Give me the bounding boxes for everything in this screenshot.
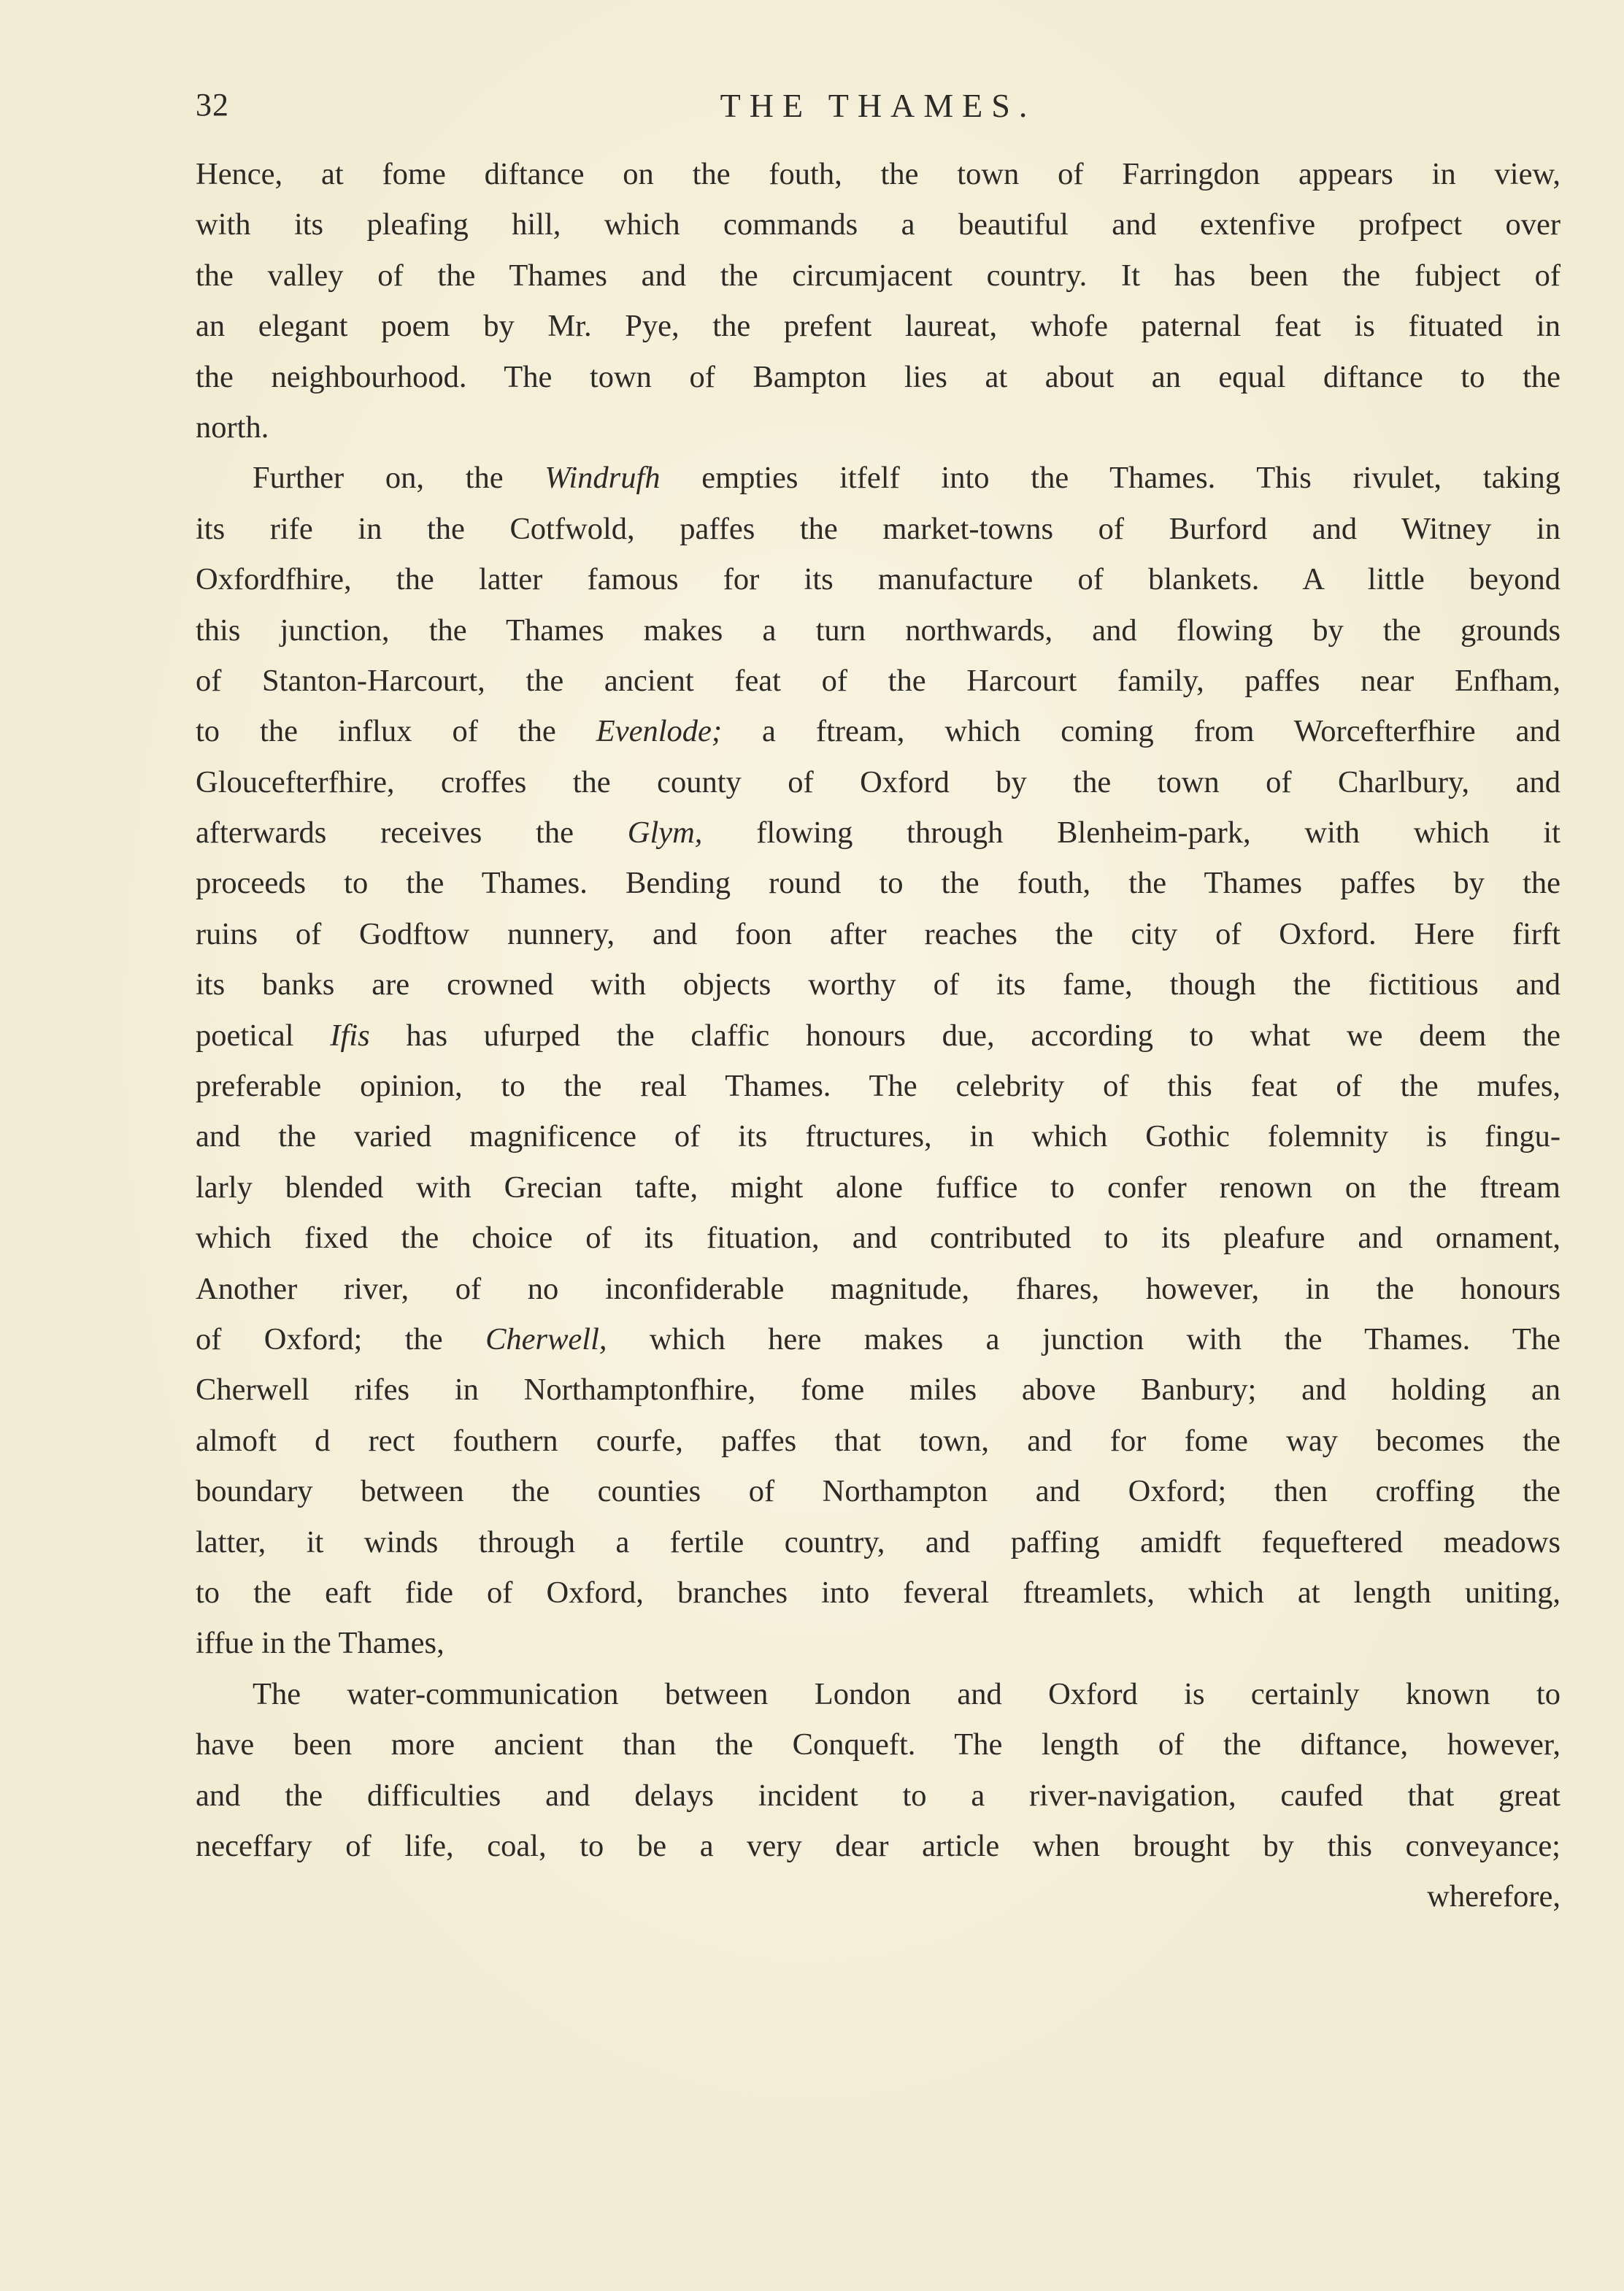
text-line <box>196 1821 1560 1871</box>
text-line <box>196 1517 1560 1567</box>
text-segment: of Stanton-Harcourt, the ancient feat of the Harcourt family, paffes near Enfham, <box>196 663 1560 698</box>
text-segment: larly blended with Grecian tafte, might alone fuffice to confer renown on the ftream <box>196 1170 1560 1205</box>
text-line <box>196 1719 1560 1770</box>
text-segment: its rife in the Cotfwold, paffes the market-towns of Burford and Witney in <box>196 511 1560 546</box>
text-line <box>196 1010 1560 1061</box>
text-line <box>196 1416 1560 1466</box>
text-line <box>196 453 1560 503</box>
text-line <box>196 554 1560 605</box>
text-segment: flowing through Blenheim-park, with which it <box>702 816 1560 851</box>
text-line <box>196 1213 1560 1263</box>
text-line <box>196 858 1560 908</box>
text-segment: Gloucefterfhire, croffes the county of Oxford by the town of Charlbury, and <box>196 764 1560 799</box>
text-segment: Oxfordfhire, the latter famous for its manufacture of blankets. A little beyond <box>196 562 1560 597</box>
text-line <box>196 656 1560 706</box>
italic-river-name: Evenlode; <box>596 714 723 749</box>
text-line <box>196 959 1560 1010</box>
text-segment: which here makes a junction with the Thames. The <box>607 1321 1560 1356</box>
text-segment: and the varied magnificence of its ftructures, in which Gothic folemnity is fingu- <box>196 1119 1560 1154</box>
text-line <box>196 504 1560 554</box>
text-segment: to the eaft fide of Oxford, branches into feveral ftreamlets, which at length uniting, <box>196 1575 1560 1610</box>
text-segment: which fixed the choice of its fituation, and contributed to its pleafure and ornament, <box>196 1221 1560 1256</box>
text-segment: with its pleafing hill, which commands a beautiful and extenfive profpect over <box>196 207 1560 242</box>
text-segment: Another river, of no inconfiderable magnitude, fhares, however, in the honours <box>196 1271 1560 1306</box>
text-segment: Hence, at fome diftance on the fouth, the town of Farringdon appears in view, <box>196 157 1560 191</box>
text-segment: iffue in the Thames, <box>196 1626 445 1661</box>
text-line <box>196 807 1560 858</box>
text-line <box>196 1669 1560 1719</box>
text-line <box>196 1770 1560 1821</box>
text-line <box>196 1314 1560 1365</box>
text-segment: and the difficulties and delays incident to a river-navigation, caufed that great <box>196 1778 1560 1813</box>
text-segment: latter, it winds through a fertile country, and paffing amidft fequeftered meadows <box>196 1524 1560 1559</box>
text-segment: poetical <box>196 1018 331 1053</box>
text-line <box>196 1567 1560 1618</box>
text-line <box>196 1061 1560 1111</box>
text-line <box>196 1466 1560 1516</box>
text-line <box>196 706 1560 756</box>
page-number: 32 <box>196 87 229 123</box>
text-segment: the valley of the Thames and the circumjacent country. It has been the fubject of <box>196 258 1560 293</box>
text-segment: a ftream, which coming from Worcefterfhire and <box>722 714 1560 749</box>
text-segment: preferable opinion, to the real Thames. The celebrity of this feat of the mufes, <box>196 1069 1560 1104</box>
text-line <box>196 1162 1560 1213</box>
text-segment: proceeds to the Thames. Bending round to the fouth, the Thames paffes by the <box>196 866 1560 901</box>
text-line <box>196 352 1560 402</box>
text-segment: north. <box>196 410 269 445</box>
text-segment: Cherwell rifes in Northamptonfhire, fome miles above Banbury; and holding an <box>196 1373 1560 1408</box>
text-line <box>196 199 1560 250</box>
text-segment: this junction, the Thames makes a turn northwards, and flowing by the grounds <box>196 613 1560 648</box>
text-line <box>196 1618 1560 1668</box>
text-line <box>196 1871 1560 1922</box>
text-line <box>196 1111 1560 1162</box>
text-segment: of Oxford; the <box>196 1321 486 1356</box>
text-segment: afterwards receives the <box>196 816 628 851</box>
text-segment: empties itfelf into the Thames. This rivulet, taking <box>660 461 1560 496</box>
text-segment: ruins of Godftow nunnery, and foon after reaches the city of Oxford. Here firft <box>196 916 1560 951</box>
text-line <box>196 1365 1560 1415</box>
text-line <box>196 402 1560 453</box>
text-segment: Further on, the <box>253 461 545 496</box>
text-line <box>196 250 1560 301</box>
text-line <box>196 909 1560 959</box>
text-line <box>196 757 1560 807</box>
italic-river-name: Cherwell, <box>485 1321 607 1356</box>
text-segment: wherefore, <box>1427 1879 1560 1914</box>
text-segment: the neighbourhood. The town of Bampton lies at about an equal diftance to the <box>196 359 1560 394</box>
text-segment: The water-communication between London and Oxford is certainly known to <box>253 1676 1560 1711</box>
text-line <box>196 1264 1560 1314</box>
running-head <box>196 86 1560 137</box>
page-title: THE THAMES. <box>720 87 1036 124</box>
italic-river-name: Windrufh <box>544 461 661 496</box>
text-line <box>196 149 1560 199</box>
italic-river-name: Ifis <box>330 1018 370 1053</box>
italic-river-name: Glym, <box>627 816 703 851</box>
text-segment: to the influx of the <box>196 714 596 749</box>
text-line <box>196 301 1560 351</box>
text-segment: almoft d rect fouthern courfe, paffes that town, and for fome way becomes the <box>196 1423 1560 1458</box>
text-segment: its banks are crowned with objects worthy of its fame, though the fictitious and <box>196 967 1560 1002</box>
text-segment: an elegant poem by Mr. Pye, the prefent laureat, whofe paternal feat is fituated in <box>196 309 1560 344</box>
text-segment: has ufurped the claffic honours due, according to what we deem the <box>369 1018 1560 1053</box>
text-segment: have been more ancient than the Conqueft. The length of the diftance, however, <box>196 1727 1560 1762</box>
text-segment: neceffary of life, coal, to be a very dear article when brought by this conveyance; <box>196 1828 1560 1863</box>
body-text <box>196 149 1560 1922</box>
text-segment: boundary between the counties of Northampton and Oxford; then croffing the <box>196 1474 1560 1509</box>
text-line <box>196 605 1560 656</box>
